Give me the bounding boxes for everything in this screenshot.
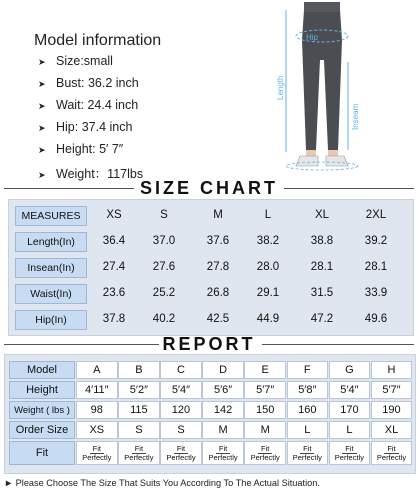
size-chart-row-label: Waist(In) — [15, 284, 87, 304]
report-cell: 4′11″ — [76, 381, 118, 399]
report-fit-cell — [160, 441, 202, 465]
size-chart-cell: 26.8 — [206, 287, 230, 299]
size-chart-size-header: S — [160, 209, 168, 221]
report-row-label: Order Size — [9, 421, 75, 439]
inseam-label: Inseam — [351, 103, 360, 130]
footnote-text: ► Please Choose The Size That Suits You According To The Actual Situation. — [4, 478, 320, 488]
size-chart-row — [9, 258, 413, 278]
model-info-text: Height: 5′ 7″ — [56, 142, 124, 156]
size-chart-header-label: MEASURES — [15, 206, 87, 226]
size-chart-cell: 38.2 — [256, 235, 280, 247]
size-chart-row-label: Length(In) — [15, 232, 87, 252]
report-cell: 5′7″ — [371, 381, 413, 399]
report-cell: 5′4″ — [329, 381, 371, 399]
report-fit-cell — [287, 441, 329, 465]
report-cell: XS — [76, 421, 118, 439]
fit-bottom-text: Perfectly — [124, 452, 154, 462]
model-info-item — [38, 76, 139, 90]
report-row-label: Model — [9, 361, 75, 379]
size-chart-size-header: 2XL — [365, 209, 387, 221]
hip-label: Hip — [306, 33, 319, 42]
report-fit-cell — [118, 441, 160, 465]
fit-top-text: Fit — [132, 445, 146, 454]
report-cell: B — [118, 361, 160, 379]
report-cell: 120 — [160, 401, 202, 419]
fit-top-text: Fit — [300, 445, 314, 454]
report-fit-cell — [371, 441, 413, 465]
model-info-text: Bust: 36.2 inch — [56, 76, 139, 90]
size-chart-cell: 25.2 — [152, 287, 176, 299]
length-label: Length — [276, 75, 285, 100]
report-fit-cell — [244, 441, 286, 465]
size-chart-cell: 37.8 — [102, 313, 126, 325]
fit-top-text: Fit — [174, 445, 188, 454]
report-cell: 5′7″ — [244, 381, 286, 399]
model-figure — [262, 0, 382, 178]
report-cell: S — [118, 421, 160, 439]
size-chart-title: SIZE CHART — [140, 178, 278, 198]
right-ankle — [328, 150, 338, 156]
report-cell: H — [371, 361, 413, 379]
fit-bottom-text: Perfectly — [292, 452, 322, 462]
report-cell: 115 — [118, 401, 160, 419]
report-cell: E — [244, 361, 286, 379]
fit-bottom-text: Perfectly — [334, 452, 364, 462]
size-chart-cell: 29.1 — [256, 287, 280, 299]
report-cell: 142 — [202, 401, 244, 419]
arrow-icon: ➤ — [38, 170, 46, 180]
model-info-text: Hip: 37.4 inch — [56, 120, 133, 134]
model-info-text: Wait: 24.4 inch — [56, 98, 139, 112]
report-cell: L — [329, 421, 371, 439]
report-fit-cell — [202, 441, 244, 465]
size-chart-cell: 36.4 — [102, 235, 126, 247]
report-cell: C — [160, 361, 202, 379]
fit-top-text: Fit — [216, 445, 230, 454]
report-cell: L — [287, 421, 329, 439]
fit-bottom-text: Perfectly — [376, 452, 407, 462]
fit-top-text: Fit — [342, 445, 356, 454]
report-row-label: Fit — [9, 441, 75, 465]
report-row-label: Height — [9, 381, 75, 399]
model-info-item — [38, 142, 123, 156]
size-chart-cell: 49.6 — [364, 313, 388, 325]
size-chart-size-header: XL — [314, 209, 330, 221]
report-title: REPORT — [162, 334, 256, 354]
report-cell: M — [244, 421, 286, 439]
size-chart-cell: 37.0 — [152, 235, 176, 247]
size-chart-cell: 28.1 — [310, 261, 334, 273]
report-cell: 5′8″ — [287, 381, 329, 399]
fit-top-text: Fit — [258, 445, 272, 454]
size-chart-size-header: L — [264, 209, 272, 221]
size-chart-cell: 27.6 — [152, 261, 176, 273]
report-cell: 170 — [329, 401, 371, 419]
report-cell: 5′6″ — [202, 381, 244, 399]
model-info-text: Weight：117lbs — [56, 167, 144, 181]
model-info-text: Size:small — [56, 54, 113, 68]
size-chart-cell: 23.6 — [102, 287, 126, 299]
arrow-icon: ➤ — [38, 145, 46, 155]
size-chart-cell: 39.2 — [364, 235, 388, 247]
size-chart-size-header: XS — [106, 209, 122, 221]
model-info-item — [38, 54, 113, 68]
size-chart-row — [9, 310, 413, 330]
report-cell: F — [287, 361, 329, 379]
model-info-title: Model information — [34, 32, 162, 49]
size-chart-header-row — [9, 206, 413, 226]
report-table — [4, 354, 416, 474]
report-cell: 5′2″ — [118, 381, 160, 399]
report-row-label: Weight ( lbs ) — [9, 401, 75, 419]
report-cell: A — [76, 361, 118, 379]
report-cell: 98 — [76, 401, 118, 419]
size-chart-cell: 33.9 — [364, 287, 388, 299]
size-chart-row-label: Hip(In) — [15, 310, 87, 330]
size-chart-cell: 40.2 — [152, 313, 176, 325]
size-chart-cell: 31.5 — [310, 287, 334, 299]
size-chart-cell: 38.8 — [310, 235, 334, 247]
report-cell: 160 — [287, 401, 329, 419]
size-chart-cell: 37.6 — [206, 235, 230, 247]
report-fit-cell — [76, 441, 118, 465]
report-cell: 190 — [371, 401, 413, 419]
report-cell: D — [202, 361, 244, 379]
fit-bottom-text: Perfectly — [250, 452, 280, 462]
fit-bottom-text: Perfectly — [82, 452, 112, 462]
arrow-icon: ➤ — [38, 101, 46, 111]
size-chart-row-label: Insean(In) — [15, 258, 87, 278]
fit-top-text: Fit — [384, 445, 398, 454]
size-chart-cell: 42.5 — [206, 313, 230, 325]
arrow-icon: ➤ — [38, 123, 46, 133]
size-chart-cell: 27.8 — [206, 261, 230, 273]
report-cell: G — [329, 361, 371, 379]
size-chart-row — [9, 232, 413, 252]
report-cell: S — [160, 421, 202, 439]
size-chart-size-header: M — [213, 209, 223, 221]
report-cell: XL — [371, 421, 413, 439]
size-chart-row — [9, 284, 413, 304]
size-chart-cell: 47.2 — [310, 313, 334, 325]
size-chart-cell: 27.4 — [102, 261, 126, 273]
report-cell: 150 — [244, 401, 286, 419]
waistband-shape — [304, 2, 340, 12]
size-chart-cell: 28.0 — [256, 261, 280, 273]
arrow-icon: ➤ — [38, 57, 46, 67]
report-cell: M — [202, 421, 244, 439]
right-shoe — [326, 156, 348, 166]
left-shoe — [296, 156, 318, 166]
fit-top-text: Fit — [90, 445, 104, 454]
report-fit-cell — [329, 441, 371, 465]
fit-bottom-text: Perfectly — [166, 452, 196, 462]
size-chart-cell: 44.9 — [256, 313, 280, 325]
model-info-item — [38, 98, 138, 112]
fit-bottom-text: Perfectly — [208, 452, 238, 462]
report-cell: 5′4″ — [160, 381, 202, 399]
left-ankle — [306, 150, 316, 156]
size-chart-cell: 28.1 — [364, 261, 388, 273]
model-info-item — [38, 120, 132, 134]
arrow-icon: ➤ — [38, 79, 46, 89]
size-chart-table — [8, 199, 414, 336]
